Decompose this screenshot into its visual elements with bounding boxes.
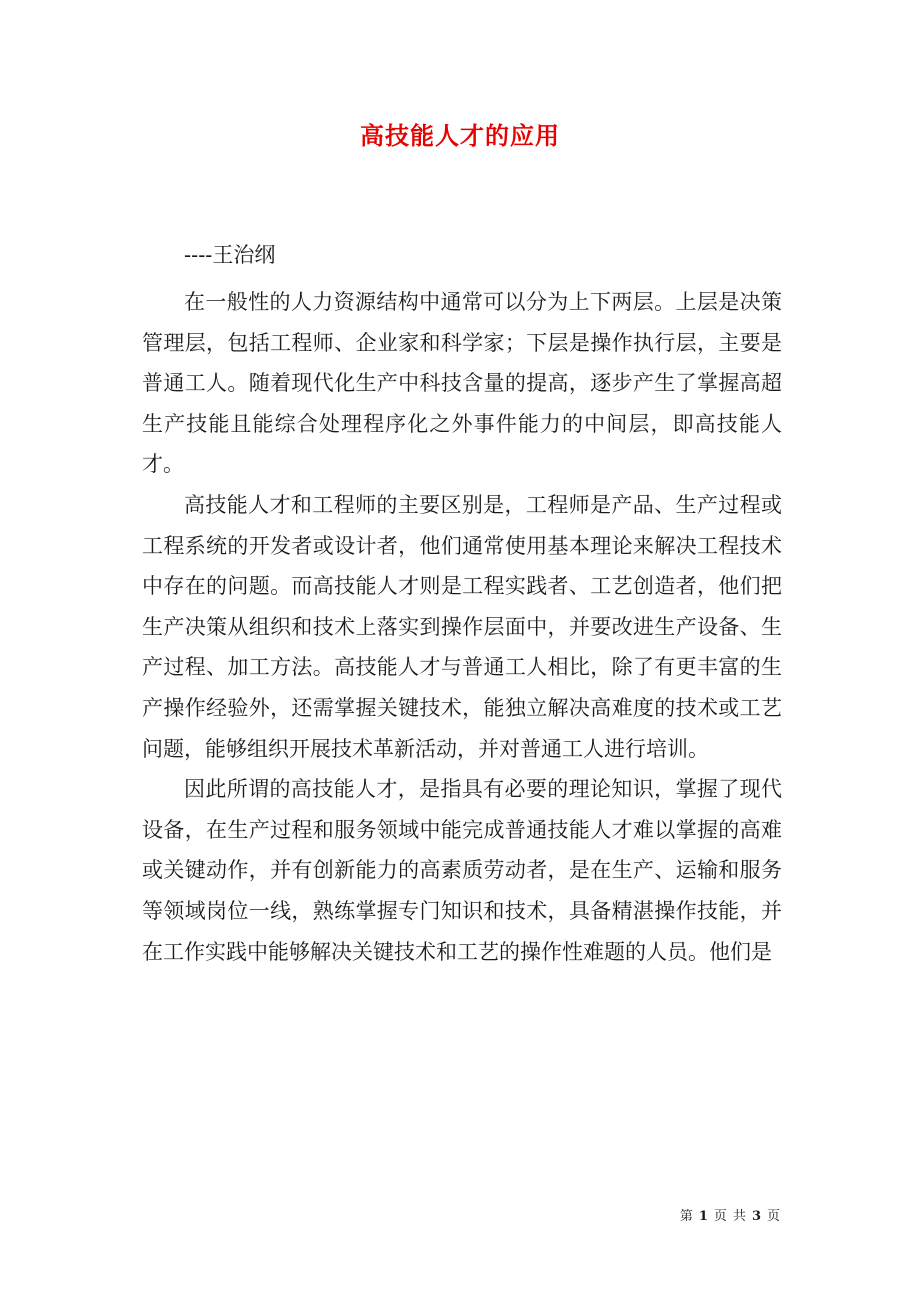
footer-page-unit: 页 xyxy=(713,1209,727,1224)
paragraph: 高技能人才和工程师的主要区别是，工程师是产品、生产过程或工程系统的开发者或设计者，他们通常使用基本理论来解决工程技术中存在的问题。而高技能人才则是工程实践者、工艺创造者，他们把生产决策从组织和技术上落实到操作层面中，并要改进生产设备、生产过程、加工方法。高技能人才与普通工人相比，除了有更丰富的生产操作经验外，还需掌握关键技术，能独立解决高难度的技术或工艺问题，能够组织开展技术革新活动，并对普通工人进行培训。 xyxy=(142,492,782,761)
paragraph: 在一般性的人力资源结构中通常可以分为上下两层。上层是决策管理层，包括工程师、企业家和科学家；下层是操作执行层，主要是普通工人。随着现代化生产中科技含量的提高，逐步产生了掌握高超生产技能且能综合处理程序化之外事件能力的中间层，即高技能人才。 xyxy=(142,290,782,477)
footer-total-unit: 页 xyxy=(766,1209,780,1224)
page-number-footer xyxy=(680,1208,780,1226)
current-page-number: 1 xyxy=(698,1209,708,1224)
footer-total-prefix: 共 xyxy=(732,1209,746,1224)
author-line: ----王治纲 xyxy=(184,243,276,267)
paragraph: 因此所谓的高技能人才，是指具有必要的理论知识，掌握了现代设备，在生产过程和服务领域中能完成普通技能人才难以掌握的高难或关键动作，并有创新能力的高素质劳动者，是在生产、运输和服务等领域岗位一线，熟练掌握专门知识和技术，具备精湛操作技能，并在工作实践中能够解决关键技术和工艺的操作性难题的人员。他们是 xyxy=(142,777,782,964)
total-pages-number: 3 xyxy=(751,1209,761,1224)
footer-prefix: 第 xyxy=(679,1209,693,1224)
document-body xyxy=(142,282,782,972)
document-title: 高技能人才的应用 xyxy=(360,121,560,150)
